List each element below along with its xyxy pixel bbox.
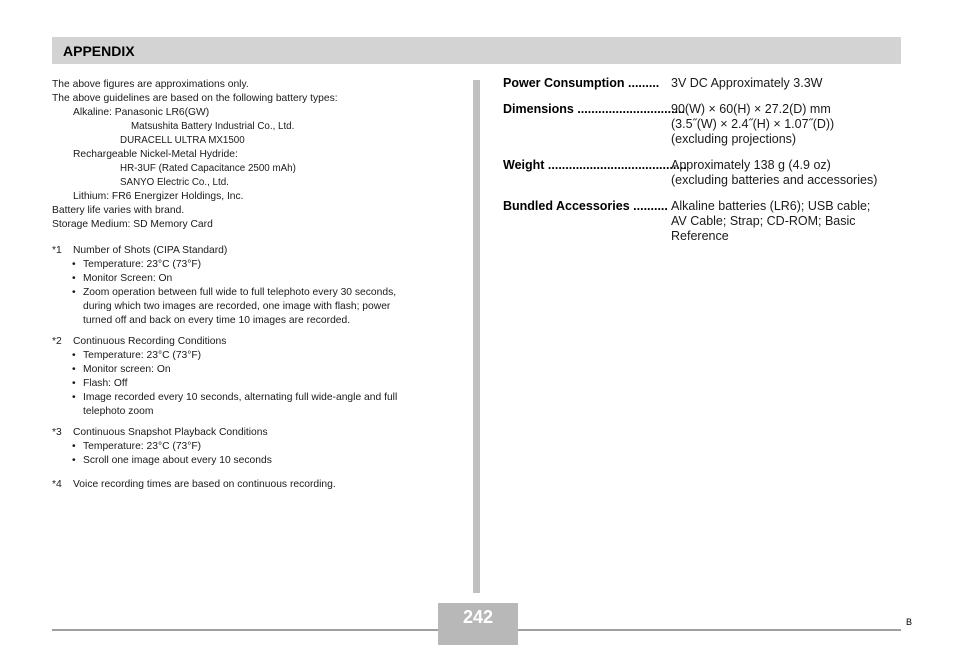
section-title: APPENDIX	[63, 43, 135, 59]
storage-medium: Storage Medium: SD Memory Card	[52, 219, 213, 230]
intro-line: The above figures are approximations only.	[52, 79, 249, 90]
footnote-bullet: • Temperature: 23°C (73°F)	[52, 258, 462, 272]
footnote-mark: *3	[52, 427, 62, 438]
spec-label: Power Consumption	[503, 76, 625, 90]
footnote-bullet: • Temperature: 23°C (73°F)	[52, 440, 462, 454]
spec-bundled-accessories: Bundled Accessories .......... Alkaline batteries (LR6); USB cable; AV Cable; Strap; CD-ROM; Basic Reference	[503, 199, 903, 244]
spec-value: 90(W) × 60(H) × 27.2(D) mm	[671, 102, 831, 116]
spec-power-consumption: Power Consumption ......... 3V DC Approximately 3.3W	[503, 76, 903, 91]
footnote-mark: *4	[52, 479, 62, 490]
footnote-continuation: during which two images are recorded, one image with flash; power	[83, 301, 391, 312]
spec-label: Dimensions	[503, 102, 574, 116]
spec-label: Weight	[503, 158, 545, 172]
footnote-title: Voice recording times are based on continuous recording.	[73, 479, 336, 490]
specifications-column	[503, 76, 903, 255]
lithium-line: Lithium: FR6 Energizer Holdings, Inc.	[73, 191, 244, 202]
footnote-continuation: turned off and back on every time 10 images are recorded.	[83, 315, 351, 326]
spec-value: Reference	[671, 229, 729, 243]
intro-line: The above guidelines are based on the following battery types:	[52, 93, 338, 104]
footnote-bullet: • Scroll one image about every 10 seconds	[52, 454, 462, 468]
footnote-bullet: • Monitor Screen: On	[52, 272, 462, 286]
footnote-3	[52, 426, 462, 468]
footnote-mark: *2	[52, 336, 62, 347]
footnote-bullet: • Zoom operation between full wide to full telephoto every 30 seconds,	[52, 286, 462, 300]
spec-value: Approximately 138 g (4.9 oz)	[671, 158, 831, 172]
alkaline-alt: DURACELL ULTRA MX1500	[120, 135, 245, 146]
spec-value: AV Cable; Strap; CD-ROM; Basic	[671, 214, 856, 228]
spec-value: (excluding batteries and accessories)	[671, 173, 878, 187]
nimh-maker: SANYO Electric Co., Ltd.	[120, 177, 229, 188]
spec-weight: Weight ........................................ Approximately 138 g (4.9 oz) (excluding batteries and accessories)	[503, 158, 903, 188]
column-divider	[473, 80, 480, 593]
alkaline-maker: Matsushita Battery Industrial Co., Ltd.	[131, 121, 295, 132]
footnote-continuation: telephoto zoom	[83, 406, 154, 417]
spec-value: (3.5˝(W) × 2.4˝(H) × 1.07˝(D))	[671, 117, 835, 131]
spec-value: 3V DC Approximately 3.3W	[671, 76, 823, 90]
footnote-bullet: • Flash: Off	[52, 377, 462, 391]
footnote-2	[52, 335, 462, 419]
footnote-4	[52, 478, 462, 492]
nimh-model: HR-3UF (Rated Capacitance 2500 mAh)	[120, 163, 296, 174]
nimh-line: Rechargeable Nickel-Metal Hydride:	[73, 149, 238, 160]
spec-label: Bundled Accessories	[503, 199, 630, 213]
section-header	[52, 37, 901, 64]
notes-column	[52, 78, 462, 492]
spec-dimensions: Dimensions ............................... 90(W) × 60(H) × 27.2(D) mm (3.5˝(W) × 2.4˝(H) × 1.07˝(D)) (excluding projections)	[503, 102, 903, 147]
spec-value: (excluding projections)	[671, 132, 797, 146]
spec-value: Alkaline batteries (LR6); USB cable;	[671, 199, 871, 213]
footnote-bullet: • Temperature: 23°C (73°F)	[52, 349, 462, 363]
page-number-box	[438, 603, 518, 645]
footnote-mark: *1	[52, 245, 62, 256]
corner-mark: B	[906, 617, 913, 627]
footnote-title: Number of Shots (CIPA Standard)	[73, 245, 228, 256]
footnote-bullet: • Monitor screen: On	[52, 363, 462, 377]
footnote-1	[52, 244, 462, 328]
footnote-title: Continuous Snapshot Playback Conditions	[73, 427, 268, 438]
alkaline-line: Alkaline: Panasonic LR6(GW)	[73, 107, 210, 118]
page-number: 242	[462, 607, 494, 627]
footnote-title: Continuous Recording Conditions	[73, 336, 227, 347]
battery-life-note: Battery life varies with brand.	[52, 205, 185, 216]
footnote-bullet: • Image recorded every 10 seconds, alternating full wide-angle and full	[52, 391, 462, 405]
